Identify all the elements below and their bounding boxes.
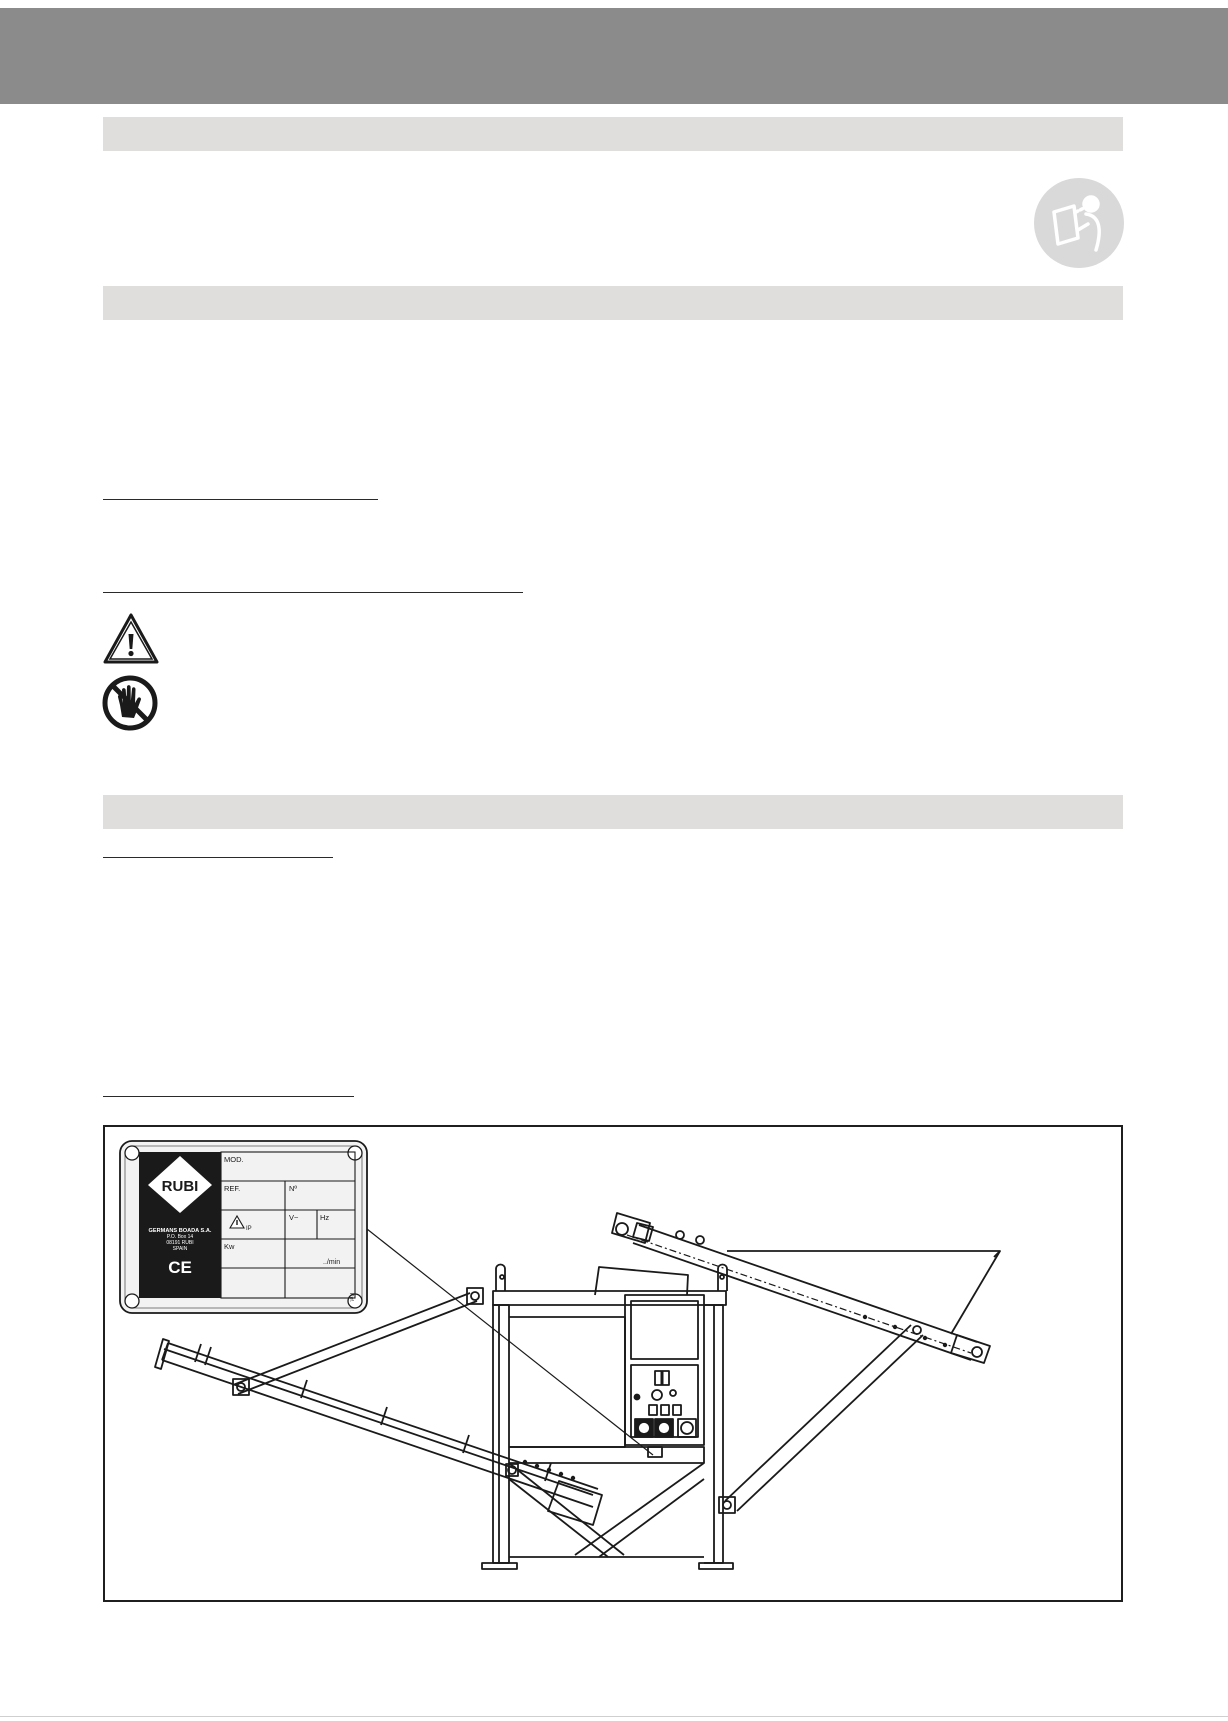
machine-frame <box>482 1265 733 1570</box>
section-bar-1 <box>103 117 1123 151</box>
left-conveyor <box>155 1288 602 1525</box>
field-volts: V~ <box>289 1213 299 1222</box>
underlined-heading-rule-2 <box>103 592 523 593</box>
right-conveyor <box>612 1213 1000 1513</box>
underlined-heading-rule-4 <box>103 1096 354 1097</box>
field-rpm: ../min <box>323 1259 341 1266</box>
field-no: Nº <box>289 1184 298 1193</box>
section-bar-2 <box>103 286 1123 320</box>
nameplate-maker-line-3: 08191 RUBI <box>166 1240 194 1246</box>
page-header-band <box>0 8 1228 104</box>
nameplate-brand: RUBI <box>161 1178 199 1195</box>
section-bar-3 <box>103 795 1123 829</box>
underlined-heading-rule-3 <box>103 857 333 858</box>
field-kw: Kw <box>224 1242 235 1251</box>
underlined-heading-rule-1 <box>103 499 378 500</box>
read-manual-icon <box>1034 178 1124 268</box>
nameplate-maker-line-2: P.O. Box 14 <box>166 1234 194 1240</box>
field-ref: REF. <box>224 1184 241 1193</box>
nameplate-maker-line-1: GERMANS BOADA S.A. <box>148 1228 212 1234</box>
field-mod: MOD. <box>224 1155 244 1164</box>
nameplate-maker-line-4: SPAIN <box>172 1246 188 1252</box>
field-hz: Hz <box>320 1213 330 1222</box>
warning-triangle-icon <box>102 612 160 666</box>
do-not-touch-icon <box>102 675 158 731</box>
page-bottom-rule <box>0 1716 1228 1717</box>
conveyor-machine-drawing <box>105 1127 1121 1600</box>
nameplate <box>120 1141 367 1313</box>
field-ref-short: Ref. <box>348 1293 354 1303</box>
leader-line <box>367 1229 653 1455</box>
ce-mark: CE <box>168 1258 192 1277</box>
machine-diagram-figure <box>103 1125 1123 1602</box>
field-ip: IP <box>246 1226 252 1232</box>
